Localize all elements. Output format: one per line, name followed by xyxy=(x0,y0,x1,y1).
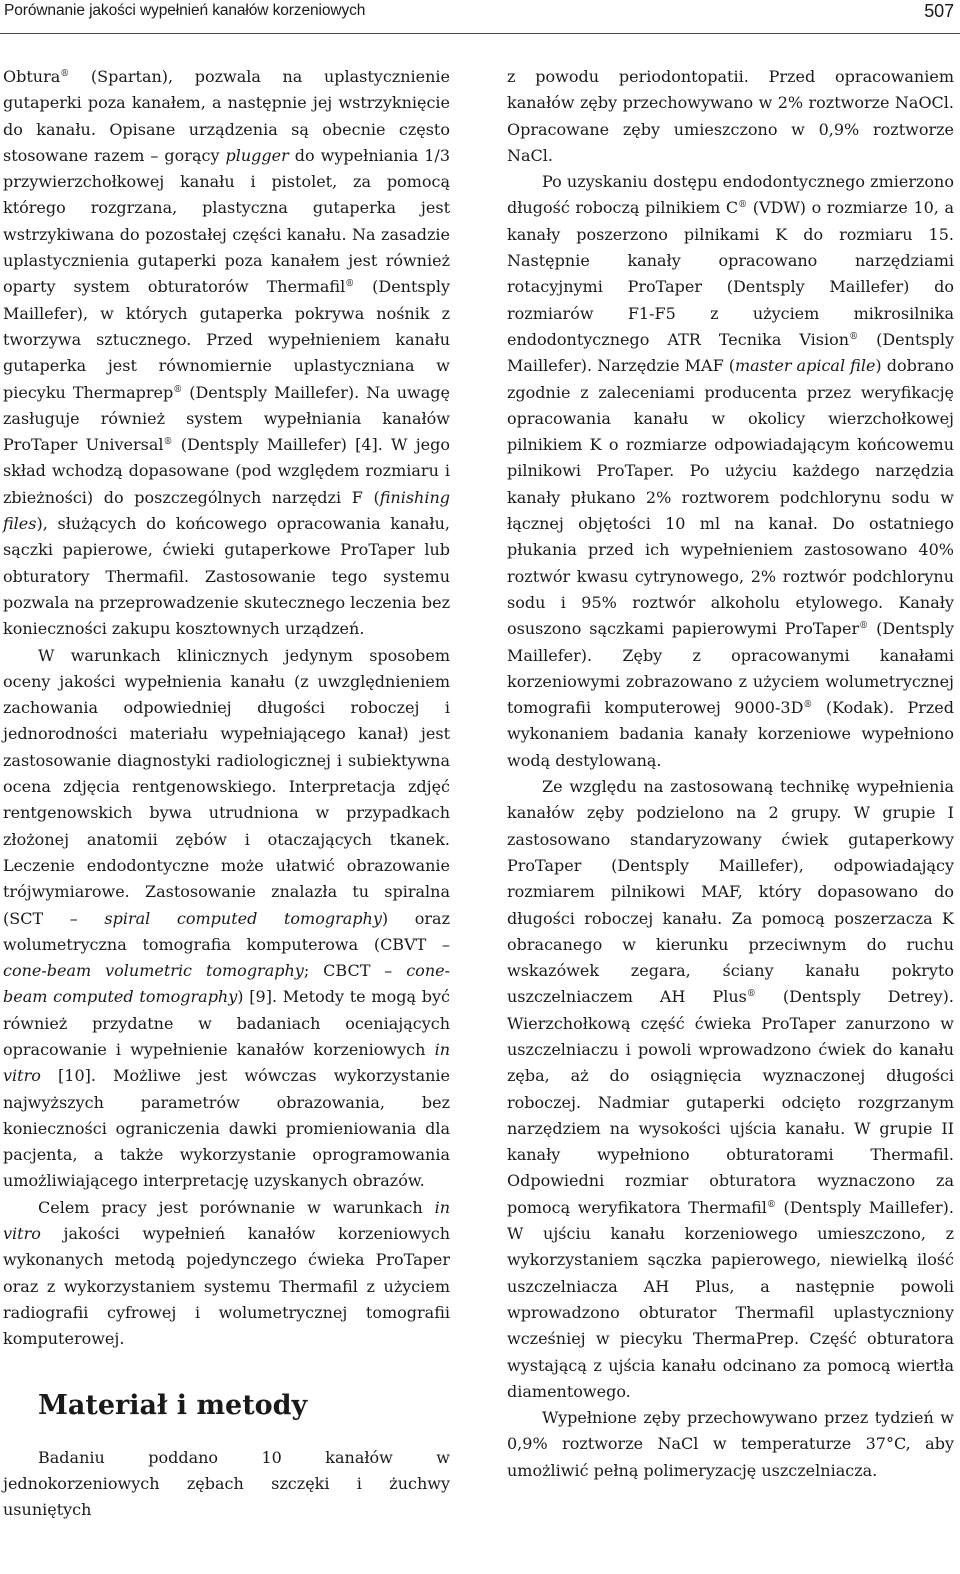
right-column xyxy=(507,64,954,1484)
text-run: ; CBCT – xyxy=(303,961,407,981)
registered-mark: ® xyxy=(849,331,859,342)
registered-mark: ® xyxy=(766,1199,776,1210)
text-run: W warunkach klinicznych jedynym sposobem oceny jakości wypełnienia kanału (z uwzględnieniem zachowania odpowiedniej długości roboczej i jednorodności materiału wypełniającego kanał) jest zastosowanie diagnostyki radiologicznej i subiektywna ocena zdjęcia rentgenowskiego. Interpretacja zdjęć rentgenowskich bywa utrudniona w przypadkach złożonej anatomii zębów i otaczających tkanek. Leczenie endodontyczne może ułatwić obrazowanie trójwymiarowe. Zastosowanie znalazła tu spiralna (SCT – xyxy=(3,645,450,928)
text-run: (Dentsply Maillefer). Narzędzie MAF ( xyxy=(507,329,954,376)
paragraph: z powodu periodontopatii. Przed opracowaniem kanałów zęby przechowywano w 2% roztworze NaOCl. Opracowane zęby umieszczono w 0,9% roztworze NaCl. xyxy=(507,67,954,165)
paragraph xyxy=(3,1195,450,1353)
text-run: Obtura xyxy=(3,67,61,86)
text-run: do wypełniania 1/3 przywierzchołkowej kanału i pistolet, za pomocą którego rozgrzana, plastyczna gutaperka jest wstrzykiwana do pozostałej części kanału. Na zasadzie uplastycznienia gutaperki poza kanałem jest również oparty system obturatorów Thermafil xyxy=(3,145,451,297)
paragraph xyxy=(507,774,954,1405)
registered-mark: ® xyxy=(803,700,813,711)
text-run: (Spartan), pozwala na uplastycznienie gutaperki poza kanałem, a następnie jej wstrzyknięcie do kanału. Opisane urządzenia są obecnie często stosowane razem – gorący xyxy=(3,67,450,165)
italic-term: in vitro xyxy=(3,1039,450,1086)
text-run: (Dentsply Maillefer), w których gutaperka pokrywa nośnik z tworzywa sztucznego. Przed wypełnieniem kanału gutaperka jest równomiernie uplastyczniana w piecyku Thermaprep xyxy=(3,277,451,402)
paragraph xyxy=(507,169,954,774)
text-run: (Dentsply Maillefer). Na uwagę zasługuje również system wypełniania kanałów ProTaper Universal xyxy=(3,382,450,455)
text-run: Celem pracy jest porównanie w warunkach xyxy=(38,1197,435,1217)
text-run: ) dobrano zgodnie z zaleceniami producenta przez weryfikację opracowania kanału w okolicy wierzchołkowej pilnikiem K o rozmiarze odpowiadającym końcowemu pilnikowi ProTaper. Po użyciu każdego narzędzia kanały płukano 2% roztworem podchlorynu sodu w łącznej objętości 10 ml na kanał. Do ostatniego płukania przed ich wypełnieniem zastosowano 40% roztwór kwasu cytrynowego, 2% roztwór podchlorynu sodu i 95% roztwór alkoholu etylowego. Kanały osuszono sączkami papierowymi ProTaper xyxy=(507,356,954,639)
registered-mark: ® xyxy=(859,621,869,632)
registered-mark: ® xyxy=(746,989,756,1000)
running-title: Porównanie jakości wypełnień kanałów korzeniowych xyxy=(4,2,366,19)
text-run: ), służących do końcowego opracowania kanału, sączki papierowe, ćwieki gutaperkowe ProTaper lub obturatory Thermafil. Zastosowanie tego systemu pozwala na przeprowadzenie skutecznego leczenia bez konieczności zakupu kosztownych urządzeń. xyxy=(3,514,450,639)
italic-term: master apical file xyxy=(735,356,876,376)
section-heading: Materiał i metody xyxy=(38,1389,308,1421)
registered-mark: ® xyxy=(738,200,748,211)
italic-term: in vitro xyxy=(3,1197,450,1244)
registered-mark: ® xyxy=(163,437,173,448)
italic-term: cone-beam computed tomography xyxy=(3,961,450,1007)
left-column xyxy=(3,64,450,1523)
registered-mark: ® xyxy=(345,279,355,290)
paragraph xyxy=(3,64,450,643)
registered-mark: ® xyxy=(60,69,70,79)
text-run: Po uzyskaniu dostępu endodontycznego zmierzono długość roboczą pilnikiem C xyxy=(507,172,954,218)
running-header xyxy=(0,0,960,34)
text-run: ) [9]. Metody te mogą być również przydatne w badaniach oceniających opracowanie i wypełnienie kanałów korzeniowych xyxy=(3,987,450,1059)
text-run: jakości wypełnień kanałów korzeniowych wykonanych metodą pojedynczego ćwieka ProTaper oraz z wykorzystaniem systemu Thermafil z użyciem radiografii cyfrowej i wolumetrycznej tomografii komputerowej. xyxy=(3,1224,450,1349)
page-number: 507 xyxy=(924,1,954,21)
italic-term: cone-beam volumetric tomography xyxy=(3,961,304,981)
text-run: (Dentsply Maillefer). Zęby z opracowanymi kanałami korzeniowymi zobrazowano z użyciem wolumetrycznej tomografii komputerowej 9000-3D xyxy=(507,619,955,718)
header-rule xyxy=(0,33,960,34)
italic-term: plugger xyxy=(225,145,289,165)
italic-term: finishing files xyxy=(3,487,450,534)
text-run: [10]. Możliwe jest wówczas wykorzystanie najwyższych parametrów obrazowania, bez konieczności ograniczenia dawki promieniowania dla pacjenta, a także wykorzystanie oprogramowania umożliwiającego interpretację uzyskanych obrazów. xyxy=(3,1066,450,1191)
text-run: Ze względu na zastosowaną technikę wypełnienia kanałów zęby podzielono na 2 grupy. W grupie I zastosowano standaryzowany ćwiek gutaperkowy ProTaper (Dentsply Maillefer), odpowiadający rozmiarem pilnikowi MAF, który dopasowano do długości roboczej kanału. Za pomocą poszerzacza K obracanego w kierunku przeciwnym do ruchu wskazówek zegara, ściany kanału pokryto uszczelniaczem AH Plus xyxy=(507,777,954,1007)
text-run: (Dentsply Maillefer). W ujściu kanału korzeniowego umieszczono, z wykorzystaniem sączka papierowego, niewielką ilość uszczelniacza AH Plus, a następnie powoli wprowadzono obturator Thermafil uplastyczniony wcześniej w piecyku ThermaPrep. Część obturatora wystającą z ujścia kanału odcinano za pomocą wiertła diamentowego. xyxy=(507,1197,954,1401)
paragraph: Wypełnione zęby przechowywano przez tydzień w 0,9% roztworze NaCl w temperaturze 37°C, aby umożliwić pełną polimeryzację uszczelniacza. xyxy=(507,1408,954,1480)
paragraph xyxy=(3,643,450,1195)
text-run: (Dentsply Maillefer) [4]. W jego skład wchodzą dopasowane (pod względem rozmiaru i zbieżności) do poszczególnych narzędzi F ( xyxy=(3,435,451,507)
text-run: (Kodak). Przed wykonaniem badania kanały korzeniowe wypełniono wodą destylowaną. xyxy=(507,698,954,770)
italic-term: spiral computed tomography xyxy=(104,908,382,928)
text-run: (VDW) o rozmiarze 10, a kanały poszerzono pilnikami K do rozmiaru 15. Następnie kanały opracowano narzędziami rotacyjnymi ProTaper (Dentsply Maillefer) do rozmiarów F1-F5 z użyciem mikrosilnika endodontycznego ATR Tecnika Vision xyxy=(507,198,954,349)
text-run: ) oraz wolumetryczna tomografia komputerowa (CBVT – xyxy=(3,908,450,954)
text-run: (Dentsply Detrey). Wierzchołkową część ćwieka ProTaper zanurzono w uszczelniaczu i powoli wprowadzono ćwiek do kanału zęba, aż do osiągnięcia wyznaczonej długości roboczej. Nadmiar gutaperki odcięto rozgrzanym narzędziem na wysokości ujścia kanału. W grupie II kanały wypełniono obturatorami Thermafil. Odpowiedni rozmiar obturatora wyznaczono za pomocą weryfikatora Thermafil xyxy=(507,987,954,1217)
registered-mark: ® xyxy=(173,384,183,395)
paragraph: Badaniu poddano 10 kanałów w jednokorzeniowych zębach szczęki i żuchwy usuniętych xyxy=(3,1447,450,1520)
